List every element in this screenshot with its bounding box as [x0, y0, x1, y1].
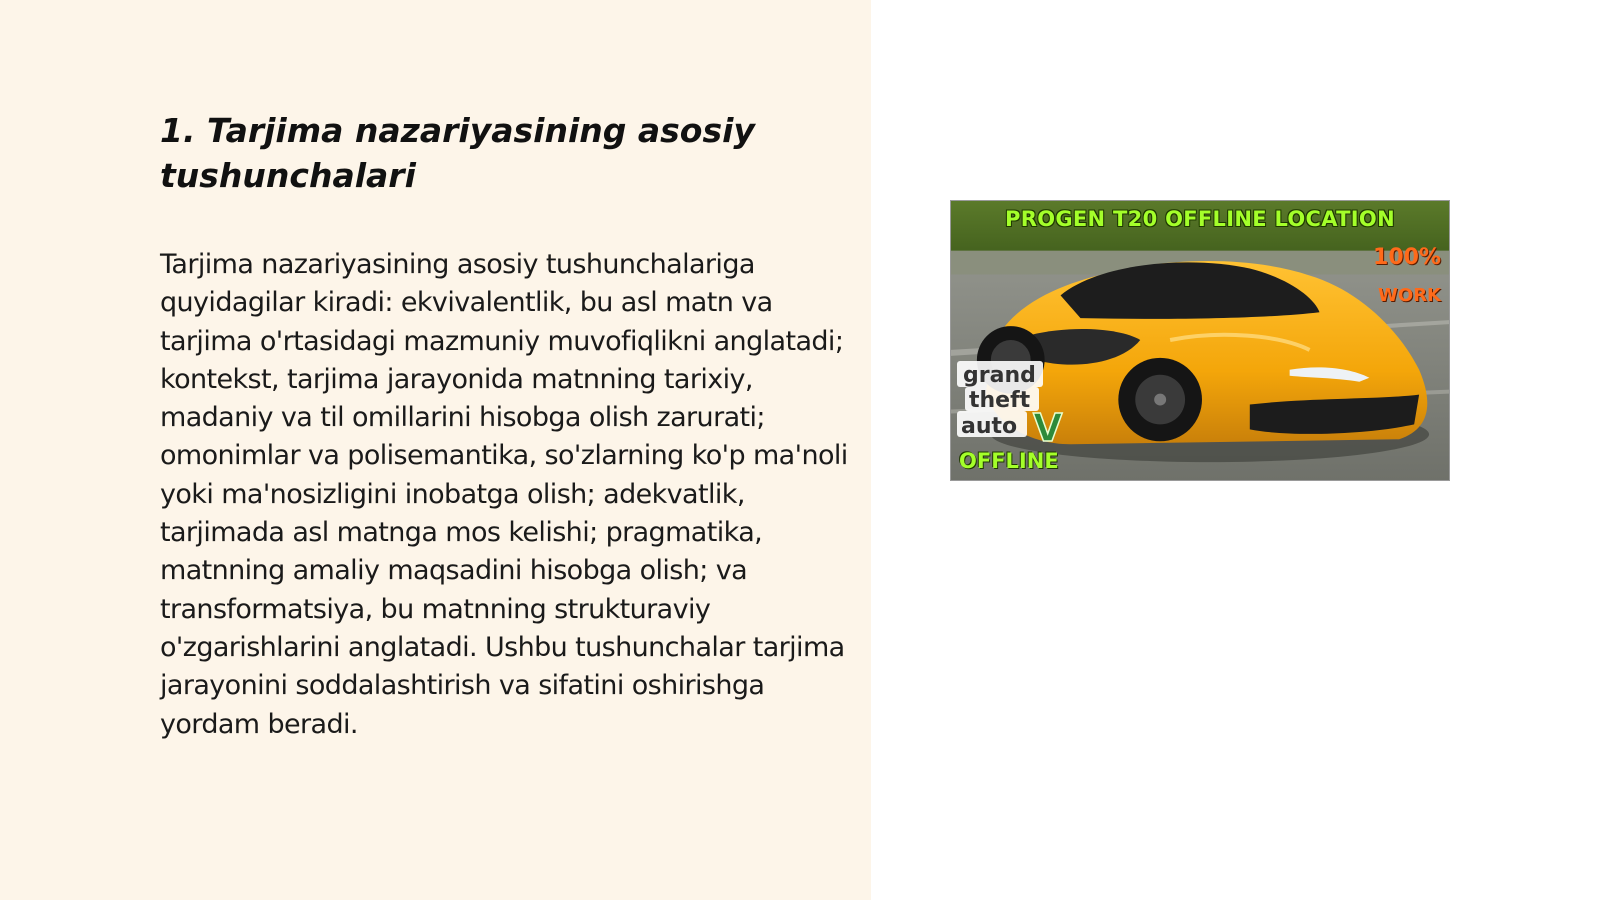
- thumbnail-caption: PROGEN T20 OFFLINE LOCATION: [1005, 207, 1395, 231]
- svg-text:grand: grand: [963, 363, 1036, 388]
- gta-logo: [955, 357, 1075, 445]
- thumbnail-work-label: WORK: [1378, 285, 1441, 306]
- car-thumbnail-image: [950, 200, 1450, 481]
- slide-body-text: Tarjima nazariyasining asosiy tushunchalariga quyidagilar kiradi: ekvivalentlik, bu asl matn va tarjima o'rtasidagi mazmuniy muvofiqlikni anglatadi; kontekst, tarjima jarayonida matnning tarixiy, madaniy va til omillarini hisobga olish zarurati; omonimlar va polisemantika, so'zlarning ko'p ma'noli yoki ma'nosizligini inobatga olish; adekvatlik, tarjimada asl matnga mos kelishi; pragmatika, matnning amaliy maqsadini hisobga olish; va transformatsiya, bu matnning strukturaviy o'zgarishlarini anglatadi. Ushbu tushunchalar tarjima jarayonini soddalashtirish va sifatini oshirishga yordam beradi.: [160, 249, 848, 740]
- svg-text:auto: auto: [961, 414, 1018, 439]
- thumbnail-offline-label: OFFLINE: [959, 449, 1059, 473]
- thumbnail-percent: 100%: [1373, 245, 1441, 270]
- slide-title: 1. Tarjima nazariyasining asosiy tushunchalari: [160, 111, 755, 195]
- svg-text:V: V: [1033, 406, 1063, 445]
- svg-text:theft: theft: [969, 388, 1031, 413]
